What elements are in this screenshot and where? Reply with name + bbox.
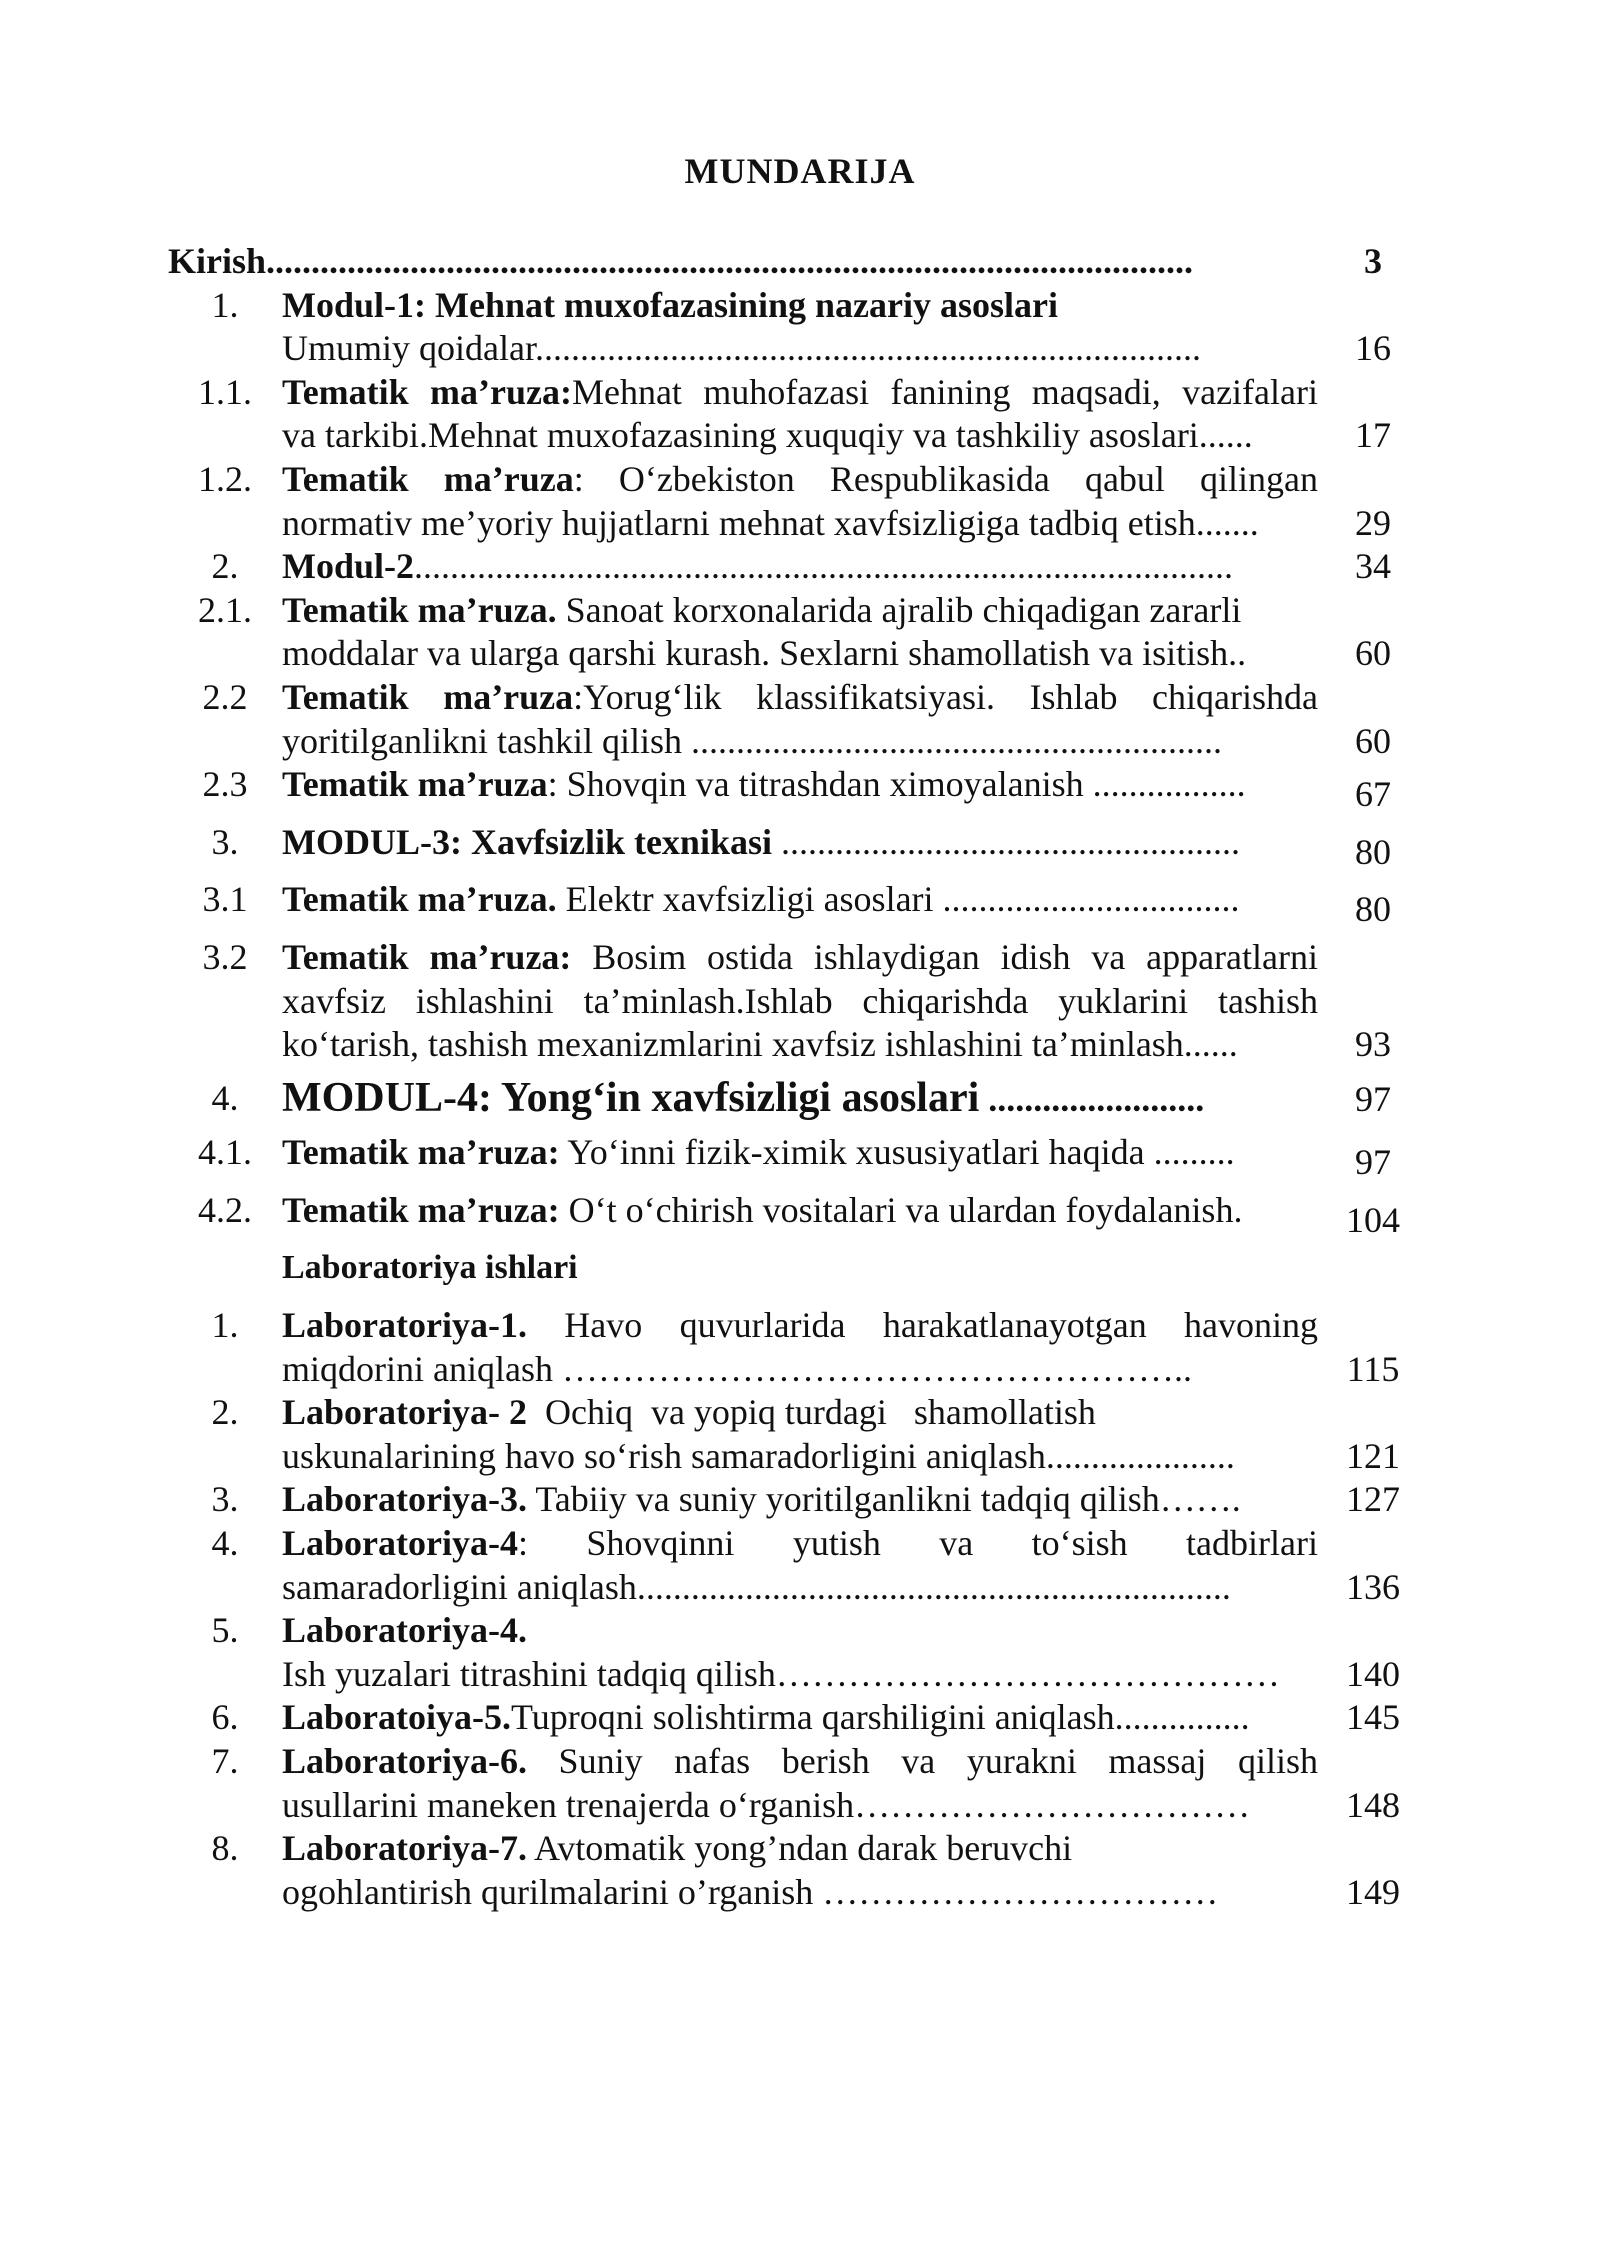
- toc-entry-2-1: [168, 589, 1428, 676]
- toc-entry-kirish: [168, 240, 1428, 284]
- toc-page-number: 17: [1355, 415, 1391, 456]
- toc-text: usullarini maneken trenajerda o‘rganish……………………………: [282, 1784, 1251, 1825]
- toc-label-bold: Tematik ma’ruza:: [282, 1132, 560, 1173]
- toc-entry-1-2: [168, 458, 1428, 545]
- toc-page-number: 29: [1355, 502, 1391, 543]
- toc-text: va tarkibi.Mehnat muxofazasining xuquqiy va tashkiliy asoslari......: [282, 415, 1253, 456]
- toc-number: 1.: [211, 1305, 239, 1346]
- toc-label-bold: Laboratoriya-7.: [282, 1828, 527, 1869]
- toc-text: Avtomatik yong’ndan darak beruvchi: [526, 1828, 1073, 1869]
- toc-number: 7.: [211, 1741, 239, 1781]
- toc-page-number: 60: [1355, 633, 1391, 674]
- toc-text: Mehnat muhofazasi fanining maqsadi, vazifalari: [571, 371, 1318, 412]
- toc-label: Modul-1: Mehnat muxofazasining nazariy asoslari: [282, 284, 1059, 325]
- toc-number: 2.2: [202, 676, 248, 717]
- toc-entry-2-2: [168, 676, 1428, 763]
- toc-entry-lab-7: [168, 1740, 1428, 1827]
- toc-text: normativ me’yoriy hujjatlarni mehnat xavfsizligiga tadbiq etish.......: [282, 502, 1259, 543]
- toc-entry-lab-5: [168, 1609, 1428, 1696]
- toc-text: Tabiiy va suniy yoritilganlikni tadqiq qilish…….: [526, 1479, 1241, 1520]
- toc-entry-2-3: [168, 763, 1428, 815]
- toc-text: O‘t o‘chirish vositalari va ulardan foydalanish.: [559, 1189, 1243, 1230]
- toc-number: 3.: [211, 1479, 239, 1520]
- toc-label-bold: Laboratoriya-4.: [282, 1610, 527, 1651]
- toc-number: 2.: [211, 1392, 239, 1433]
- toc-number: 1.: [211, 284, 239, 325]
- toc-label-bold: Laboratoiya-5.: [282, 1697, 511, 1738]
- toc-text: Havo quvurlarida harakatlanayotgan havoning: [526, 1305, 1318, 1346]
- toc-number: 6.: [211, 1697, 239, 1738]
- toc-label-bold: Laboratoriya-6.: [282, 1741, 527, 1781]
- toc-page-number: 93: [1355, 1024, 1391, 1065]
- toc-label-bold: Tematik ma’ruza: [282, 458, 574, 499]
- toc-text: miqdorini aniqlash ……………………………………………..: [282, 1348, 1192, 1389]
- toc-number: 8.: [211, 1828, 239, 1869]
- toc-label-bold: Tematik ma’ruza: [282, 764, 548, 805]
- toc-page-number: 115: [1346, 1348, 1400, 1389]
- toc-section-laboratoriya: [168, 1246, 1428, 1290]
- toc-text: yoritilganlikni tashkil qilish ...........................................................: [282, 720, 1222, 761]
- toc-page-number: 60: [1355, 720, 1391, 761]
- toc-dots: ...........................................................................................: [414, 546, 1234, 587]
- document-title: MUNDARIJA: [684, 151, 916, 191]
- toc-number: 3.: [211, 821, 239, 862]
- toc-label-bold: Laboratoriya-4: [282, 1523, 518, 1564]
- toc-dots: .......................................................................................................: [266, 241, 1194, 281]
- toc-text: : Shovqin va titrashdan ximoyalanish .................: [547, 764, 1246, 805]
- toc-text: Elektr xavfsizligi asoslari .................................: [556, 879, 1240, 920]
- toc-page-number: 34: [1355, 546, 1391, 587]
- toc-entry-lab-6: [168, 1696, 1428, 1740]
- toc-page-number: 80: [1355, 831, 1391, 872]
- toc-number: 4.1.: [198, 1132, 252, 1173]
- toc-text: Suniy nafas berish va yurakni massaj qilish: [526, 1741, 1318, 1781]
- toc-entry-lab-2: [168, 1391, 1428, 1478]
- table-of-contents: [168, 240, 1428, 1914]
- toc-entry-lab-4: [168, 1522, 1428, 1609]
- toc-number: 2.3: [202, 764, 248, 805]
- toc-entry-3-2: [168, 936, 1428, 1067]
- toc-page-number: 3: [1364, 241, 1382, 281]
- toc-label-bold: MODUL-3: Xavfsizlik texnikasi: [282, 821, 772, 862]
- toc-text: Bosim ostida ishlaydigan idish va apparatlarni: [571, 936, 1318, 977]
- toc-label-bold: MODUL-4: Yong‘in xavfsizligi asoslari: [282, 1076, 980, 1121]
- toc-page-number: 97: [1355, 1142, 1391, 1183]
- toc-page-number: 104: [1346, 1199, 1400, 1240]
- toc-dots: ...................................................: [772, 821, 1240, 862]
- toc-label-bold: Modul-2: [282, 546, 415, 587]
- toc-entry-lab-1: [168, 1304, 1428, 1391]
- toc-text: ogohlantirish qurilmalarini o’rganish ……………………………: [282, 1871, 1219, 1912]
- toc-page-number: 140: [1346, 1653, 1400, 1694]
- toc-number: 5.: [211, 1610, 239, 1651]
- toc-number: 4.: [211, 1077, 239, 1118]
- toc-entry-modul-4: [168, 1077, 1428, 1122]
- toc-text: samaradorligini aniqlash..................................................................: [282, 1566, 1231, 1607]
- toc-number: 2.1.: [198, 589, 252, 630]
- toc-label-bold: Laboratoriya-1.: [282, 1305, 527, 1346]
- toc-text: :Yorug‘lik klassifikatsiyasi. Ishlab chiqarishda: [573, 676, 1318, 717]
- toc-label-bold: Laboratoriya- 2: [282, 1392, 527, 1433]
- toc-entry-modul-3: [168, 821, 1428, 872]
- toc-text: Ish yuzalari titrashini tadqiq qilish……………………………………: [282, 1653, 1280, 1694]
- toc-entry-lab-8: [168, 1827, 1428, 1914]
- toc-entry-3-1: [168, 878, 1428, 930]
- toc-text: : O‘zbekiston Respublikasida qabul qilingan: [573, 458, 1318, 499]
- toc-dots: ..........................................................................: [534, 328, 1201, 369]
- toc-subtitle: Umumiy qoidalar: [282, 328, 535, 369]
- toc-text: Tuproqni solishtirma qarshiligini aniqlash...............: [511, 1697, 1250, 1738]
- toc-page-number: 145: [1346, 1697, 1400, 1738]
- toc-number: 3.2: [202, 936, 248, 977]
- toc-page-number: 16: [1355, 328, 1391, 369]
- toc-entry-1-1: [168, 371, 1428, 458]
- toc-page-number: 97: [1355, 1078, 1391, 1119]
- toc-number: 4.: [211, 1523, 239, 1564]
- toc-text: moddalar va ularga qarshi kurash. Sexlarni shamollatish va isitish..: [282, 633, 1247, 674]
- toc-text: xavfsiz ishlashini ta’minlash.Ishlab chiqarishda yuklarini tashish: [282, 980, 1318, 1021]
- toc-entry-4-2: [168, 1189, 1428, 1240]
- toc-number: 4.2.: [198, 1189, 252, 1230]
- toc-entry-lab-3: [168, 1478, 1428, 1522]
- toc-number: 2.: [211, 546, 239, 587]
- toc-entry-modul-1: [168, 284, 1428, 371]
- toc-page-number: 149: [1346, 1871, 1400, 1912]
- toc-page-number: 67: [1355, 774, 1391, 815]
- toc-page-number: 121: [1346, 1435, 1400, 1476]
- toc-text: Yo‘inni fizik-ximik xususiyatlari haqida .........: [559, 1132, 1235, 1173]
- toc-text: ko‘tarish, tashish mexanizmlarini xavfsiz ishlashini ta’minlash......: [282, 1024, 1238, 1065]
- toc-text: Sanoat korxonalarida ajralib chiqadigan zararli: [556, 589, 1242, 630]
- toc-number: 1.2.: [198, 458, 252, 499]
- toc-number: 3.1: [202, 879, 248, 920]
- toc-text: Ochiq va yopiq turdagi shamollatish: [526, 1392, 1096, 1433]
- toc-page-number: 80: [1355, 889, 1391, 930]
- toc-entry-4-1: [168, 1131, 1428, 1183]
- toc-number: 1.1.: [198, 371, 252, 412]
- toc-dots: ........................: [979, 1078, 1205, 1119]
- section-heading: Laboratoriya ishlari: [282, 1249, 578, 1287]
- toc-label-bold: Tematik ma’ruza:: [282, 371, 572, 412]
- toc-label-bold: Tematik ma’ruza: [282, 676, 574, 717]
- toc-label-bold: Tematik ma’ruza.: [282, 589, 557, 630]
- toc-page-number: 148: [1346, 1784, 1400, 1825]
- toc-label-bold: Laboratoriya-3.: [282, 1479, 527, 1520]
- toc-page-number: 127: [1346, 1479, 1400, 1520]
- toc-text: : Shovqinni yutish va to‘sish tadbirlari: [517, 1523, 1318, 1564]
- toc-label-bold: Tematik ma’ruza:: [282, 1189, 560, 1230]
- toc-label-bold: Tematik ma’ruza:: [282, 936, 572, 977]
- toc-label-bold: Tematik ma’ruza.: [282, 879, 557, 920]
- toc-entry-modul-2: [168, 545, 1428, 589]
- toc-text: uskunalarining havo so‘rish samaradorligini aniqlash.....................: [282, 1435, 1235, 1476]
- toc-page-number: 136: [1346, 1566, 1400, 1607]
- toc-label: Kirish: [168, 241, 267, 281]
